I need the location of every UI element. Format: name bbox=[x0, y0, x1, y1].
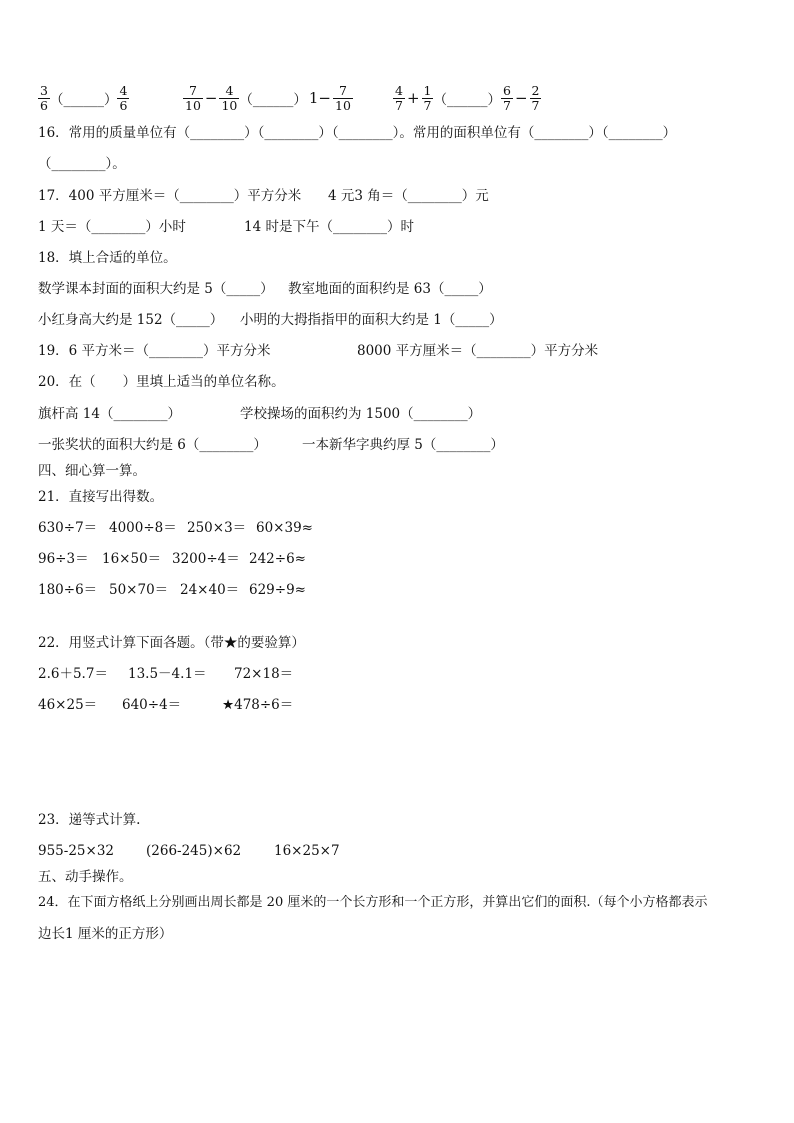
question-23-title: 23．递等式计算. bbox=[38, 812, 141, 828]
question-18-d: 小明的大拇指指甲的面积大约是 1（_____） bbox=[240, 312, 503, 328]
calc-item: 46×25＝ bbox=[38, 697, 98, 713]
fraction: $\frac{7}{10}$ bbox=[335, 82, 351, 113]
fraction: $\frac{2}{7}$ bbox=[531, 82, 540, 113]
question-17-c: 1 天＝（________）小时 bbox=[38, 219, 186, 235]
calc-item: (266-245)×62 bbox=[146, 843, 242, 859]
fraction: $\frac{4}{7}$ bbox=[395, 82, 403, 113]
fraction: $\frac{3}{6}$ bbox=[40, 82, 48, 113]
fraction-compare-3: $\frac{4}{7}$ + $\frac{1}{7}$ （______） $\frac{6}{7}$ − $\frac{2}{7}$ bbox=[395, 82, 540, 113]
calc-item: 60×39≈ bbox=[256, 520, 313, 536]
calc-item: 13.5－4.1＝ bbox=[128, 666, 207, 682]
answer-blank[interactable]: （______） bbox=[239, 92, 307, 108]
question-24-line-1: 24．在下面方格纸上分别画出周长都是 20 厘米的一个长方形和一个正方形，并算出它们的面积.（每个小方格都表示 bbox=[38, 895, 708, 910]
question-22-title: 22．用竖式计算下面各题。（带★的要验算） bbox=[38, 635, 305, 651]
calc-item: 16×50＝ bbox=[102, 551, 162, 567]
question-19-b: 8000 平方厘米＝（________）平方分米 bbox=[357, 343, 599, 359]
fraction: $\frac{4}{6}$ bbox=[119, 82, 128, 113]
question-17-a: 17．400 平方厘米＝（________）平方分米 bbox=[38, 188, 302, 204]
calc-item: 16×25×7 bbox=[274, 843, 340, 859]
calc-item: 2.6＋5.7＝ bbox=[38, 666, 108, 682]
question-20-a: 旗杆高 14（________） bbox=[38, 406, 181, 422]
fraction: $\frac{6}{7}$ bbox=[502, 82, 511, 113]
question-17-d: 14 时是下午（________）时 bbox=[244, 219, 414, 235]
question-18-c: 小红身高大约是 152（_____） bbox=[38, 312, 224, 328]
calc-item: ★478÷6＝ bbox=[222, 697, 294, 713]
calc-item: 640÷4＝ bbox=[122, 697, 182, 713]
fraction-row bbox=[38, 78, 758, 118]
calc-item: 955-25×32 bbox=[38, 843, 114, 859]
calc-item: 630÷7＝ bbox=[38, 520, 98, 536]
question-18-b: 教室地面的面积约是 63（_____） bbox=[288, 281, 492, 297]
calc-item: 629÷9≈ bbox=[249, 582, 306, 598]
question-18-title: 18．填上合适的单位。 bbox=[38, 250, 177, 266]
question-20-d: 一本新华字典约厚 5（________） bbox=[302, 437, 504, 453]
calc-item: 96÷3＝ bbox=[38, 551, 89, 567]
calc-item: 72×18＝ bbox=[234, 666, 294, 682]
question-16-line-2: （________）。 bbox=[38, 156, 126, 172]
section-4-heading: 四、细心算一算。 bbox=[38, 463, 146, 479]
question-19-a: 19．6 平方米＝（________）平方分米 bbox=[38, 343, 271, 359]
question-20-b: 学校操场的面积约为 1500（________） bbox=[240, 406, 482, 422]
calc-item: 3200÷4＝ bbox=[172, 551, 240, 567]
fraction-compare-1 bbox=[38, 78, 129, 118]
question-24-line-2: 边长1 厘米的正方形） bbox=[38, 926, 173, 942]
question-17-b: 4 元3 角＝（________）元 bbox=[328, 188, 489, 204]
fraction: $\frac{1}{7}$ bbox=[423, 82, 432, 113]
question-16-line-1: 16．常用的质量单位有（________）（________）（________）。常用的面积单位有（________）（________） bbox=[38, 125, 677, 141]
calc-item: 250×3＝ bbox=[187, 520, 247, 536]
answer-blank[interactable]: （______） bbox=[49, 92, 118, 108]
question-20-title: 20．在（ ）里填上适当的单位名称。 bbox=[38, 374, 285, 390]
fraction-compare-2: $\frac{7}{10}$ − $\frac{4}{10}$ （______） 1− $\frac{7}{10}$ bbox=[185, 82, 351, 113]
calc-item: 180÷6＝ bbox=[38, 582, 98, 598]
answer-blank[interactable]: （______） bbox=[433, 92, 501, 108]
fraction: $\frac{4}{10}$ bbox=[221, 82, 238, 113]
fraction: $\frac{7}{10}$ bbox=[185, 82, 201, 113]
calc-item: 4000÷8＝ bbox=[109, 520, 177, 536]
calc-item: 242÷6≈ bbox=[249, 551, 306, 567]
question-20-c: 一张奖状的面积大约是 6（________） bbox=[38, 437, 267, 453]
calc-item: 50×70＝ bbox=[109, 582, 169, 598]
question-21-title: 21．直接写出得数。 bbox=[38, 489, 164, 505]
section-5-heading: 五、动手操作。 bbox=[38, 869, 133, 885]
question-18-a: 数学课本封面的面积大约是 5（_____） bbox=[38, 281, 274, 297]
calc-item: 24×40＝ bbox=[180, 582, 240, 598]
